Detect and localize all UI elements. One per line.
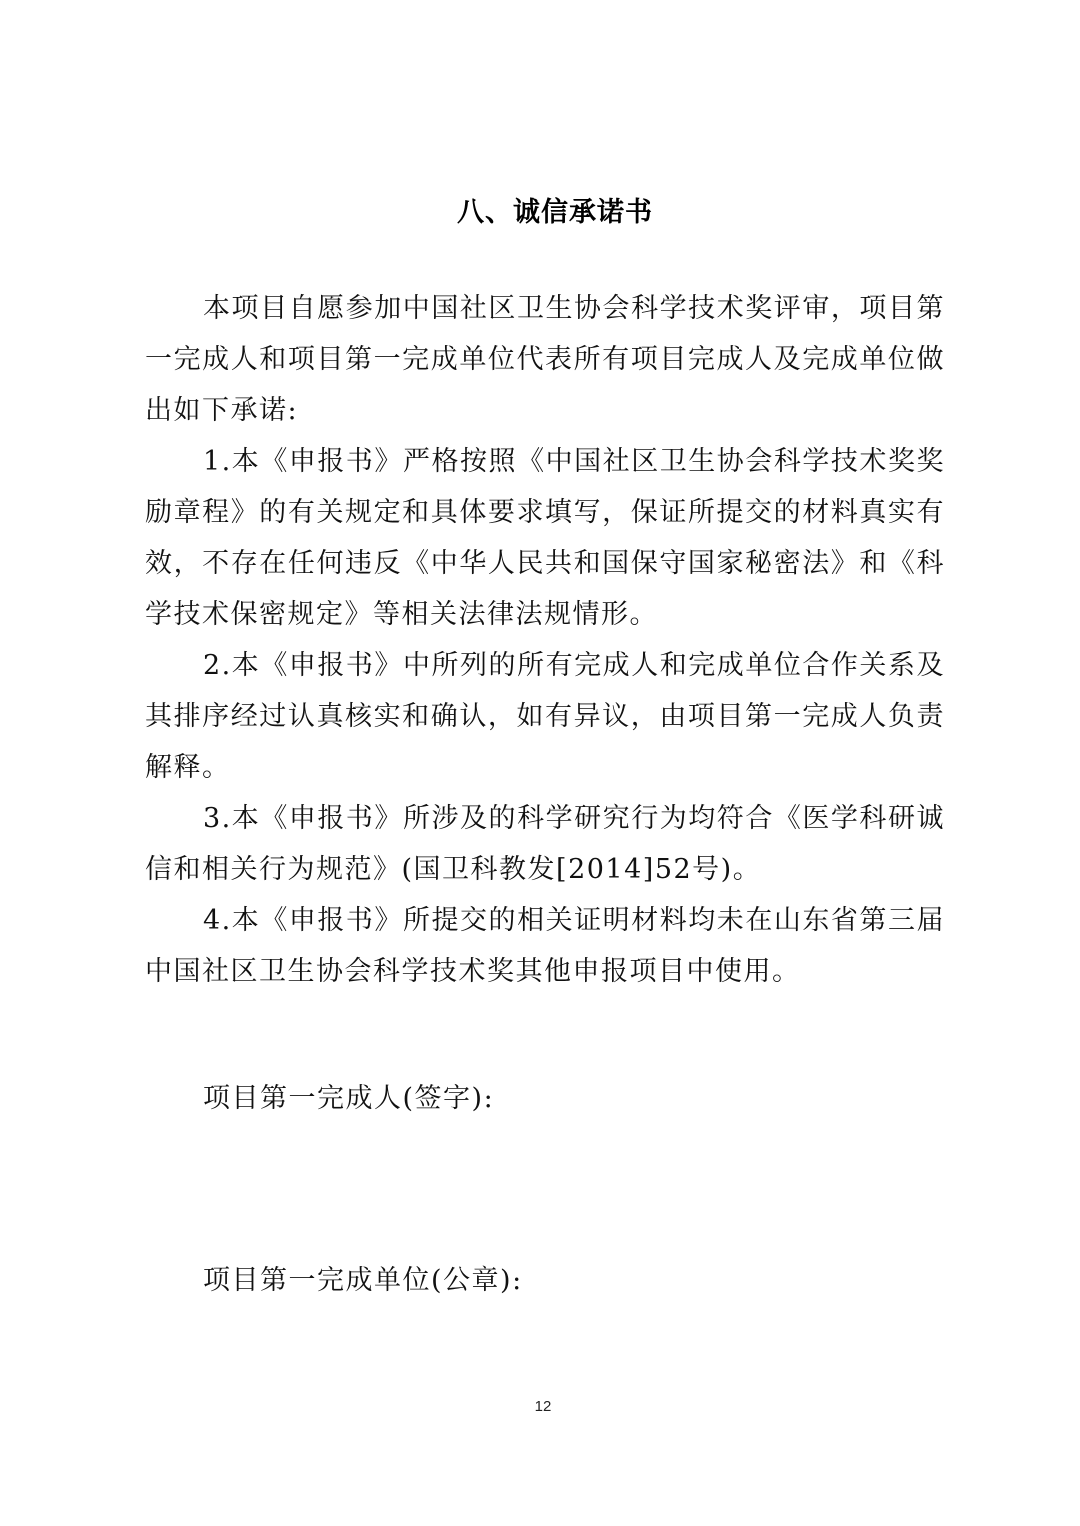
document-body xyxy=(145,283,945,997)
document-title: 八、诚信承诺书 xyxy=(457,197,653,228)
commitment-item-2: 2.本《申报书》中所列的所有完成人和完成单位合作关系及其排序经过认真核实和确认，如有异议，由项目第一完成人负责解释。 xyxy=(145,650,945,783)
commitment-item-1: 1.本《申报书》严格按照《中国社区卫生协会科学技术奖奖励章程》的有关规定和具体要求填写，保证所提交的材料真实有效，不存在任何违反《中华人民共和国保守国家秘密法》和《科学技术保密规定》等相关法律法规情形。 xyxy=(145,446,945,630)
commitment-item-4: 4.本《申报书》所提交的相关证明材料均未在山东省第三届中国社区卫生协会科学技术奖其他申报项目中使用。 xyxy=(145,905,945,987)
commitment-item-3: 3.本《申报书》所涉及的科学研究行为均符合《医学科研诚信和相关行为规范》(国卫科教发[2014]52号)。 xyxy=(145,803,945,885)
signature-unit-label: 项目第一完成单位(公章): xyxy=(203,1265,523,1296)
intro-paragraph: 本项目自愿参加中国社区卫生协会科学技术奖评审，项目第一完成人和项目第一完成单位代表所有项目完成人及完成单位做出如下承诺: xyxy=(145,293,945,426)
page-number: 12 xyxy=(534,1398,552,1415)
signature-person-label: 项目第一完成人(签字): xyxy=(203,1083,495,1114)
